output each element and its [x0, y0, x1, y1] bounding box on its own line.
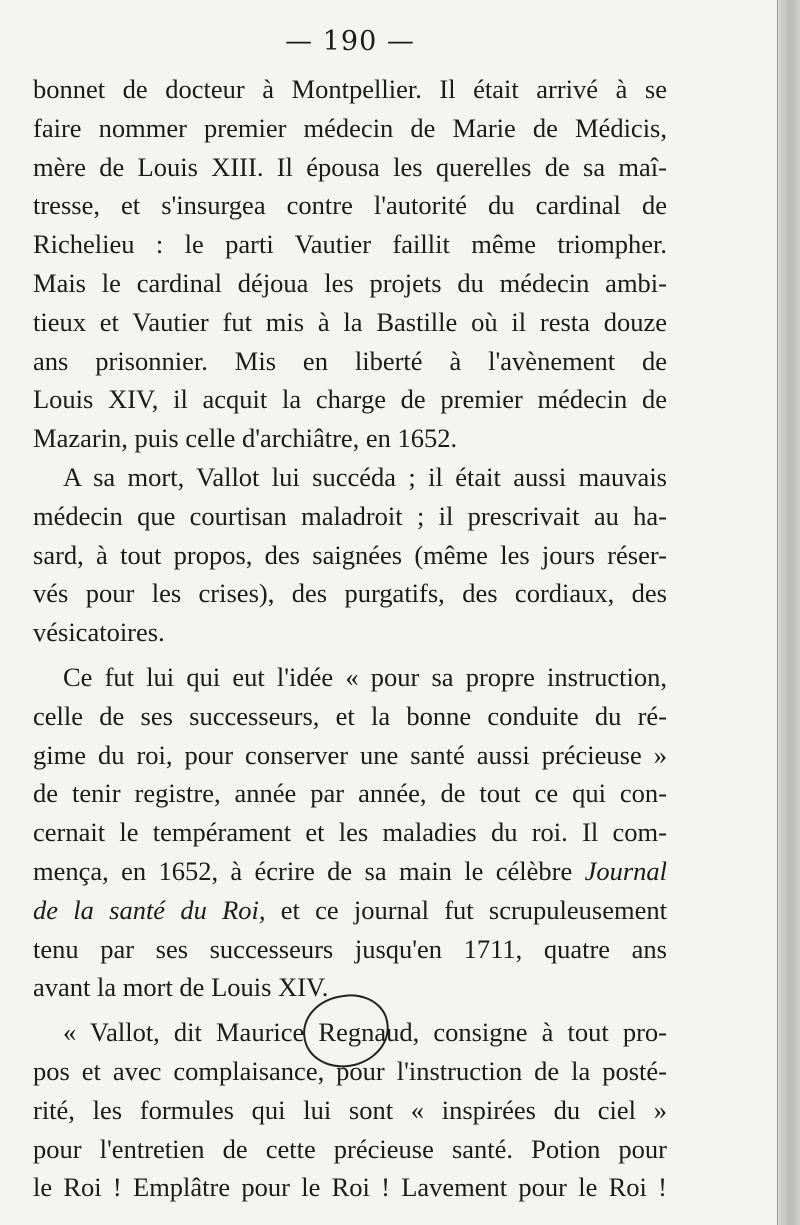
- text-line: « Vallot, dit Maurice Regnaud, consigne à tout pro-: [63, 1017, 667, 1048]
- text-line: de tenir registre, année par année, de tout ce qui con-: [33, 778, 667, 809]
- text-line: Mais le cardinal déjoua les projets du médecin ambi-: [33, 267, 667, 298]
- italic-title-fragment: Journal: [584, 855, 668, 886]
- text-line: Ce fut lui qui eut l'idée « pour sa propre instruction,: [63, 661, 667, 692]
- text-line: cernait le tempérament et les maladies du roi. Il com-: [33, 817, 667, 848]
- page-number: — 190 —: [285, 26, 415, 57]
- text-line: sard, à tout propos, des saignées (même les jours réser-: [33, 539, 667, 570]
- text-line: faire nommer premier médecin de Marie de Médicis,: [33, 112, 667, 143]
- text-line: avant la mort de Louis XIV.: [33, 972, 329, 1003]
- text-line: rité, les formules qui lui sont « inspirées du ciel »: [33, 1094, 667, 1125]
- text-line: ans prisonnier. Mis en liberté à l'avènement de: [33, 345, 667, 376]
- text-fragment: et ce journal fut scrupuleusement: [265, 894, 667, 925]
- text-line: vésicatoires.: [33, 617, 165, 648]
- book-binding-edge: [777, 0, 800, 1225]
- paragraph-1: [33, 70, 667, 458]
- text-line: tenu par ses successeurs jusqu'en 1711, quatre ans: [33, 933, 667, 964]
- paragraph-3: [33, 658, 667, 1007]
- text-line: Richelieu : le parti Vautier faillit même triompher.: [33, 229, 667, 260]
- text-line: Mazarin, puis celle d'archiâtre, en 1652.: [33, 423, 458, 454]
- text-line: A sa mort, Vallot lui succéda ; il était aussi mauvais: [63, 461, 667, 492]
- text-line: [33, 891, 667, 930]
- paragraph-4: [33, 1013, 667, 1207]
- text-line: pour l'entretien de cette précieuse santé. Potion pour: [33, 1133, 667, 1164]
- body-text: [33, 70, 667, 1207]
- text-line: celle de ses successeurs, et la bonne conduite du ré-: [33, 700, 667, 731]
- text-line: bonnet de docteur à Montpellier. Il était arrivé à se: [33, 74, 667, 104]
- text-line: le Roi ! Emplâtre pour le Roi ! Lavement pour le Roi !: [33, 1172, 667, 1203]
- text-line: tresse, et s'insurgea contre l'autorité du cardinal de: [33, 190, 667, 221]
- text-line: pos et avec complaisance, pour l'instruction de la posté-: [33, 1055, 667, 1086]
- text-fragment: mença, en 1652, à écrire de sa main le célèbre: [33, 855, 573, 886]
- italic-title-fragment: de la santé du Roi,: [33, 894, 266, 925]
- text-line: Louis XIV, il acquit la charge de premier médecin de: [33, 384, 667, 415]
- text-line: mère de Louis XIII. Il épousa les querelles de sa maî-: [33, 151, 667, 182]
- paragraph-2: [33, 458, 667, 652]
- text-line: gime du roi, pour conserver une santé aussi précieuse »: [33, 739, 667, 770]
- text-line: [33, 852, 667, 891]
- text-line: vés pour les crises), des purgatifs, des cordiaux, des: [33, 578, 667, 609]
- text-line: tieux et Vautier fut mis à la Bastille où il resta douze: [33, 306, 667, 337]
- text-line: médecin que courtisan maladroit ; il prescrivait au ha-: [33, 500, 667, 531]
